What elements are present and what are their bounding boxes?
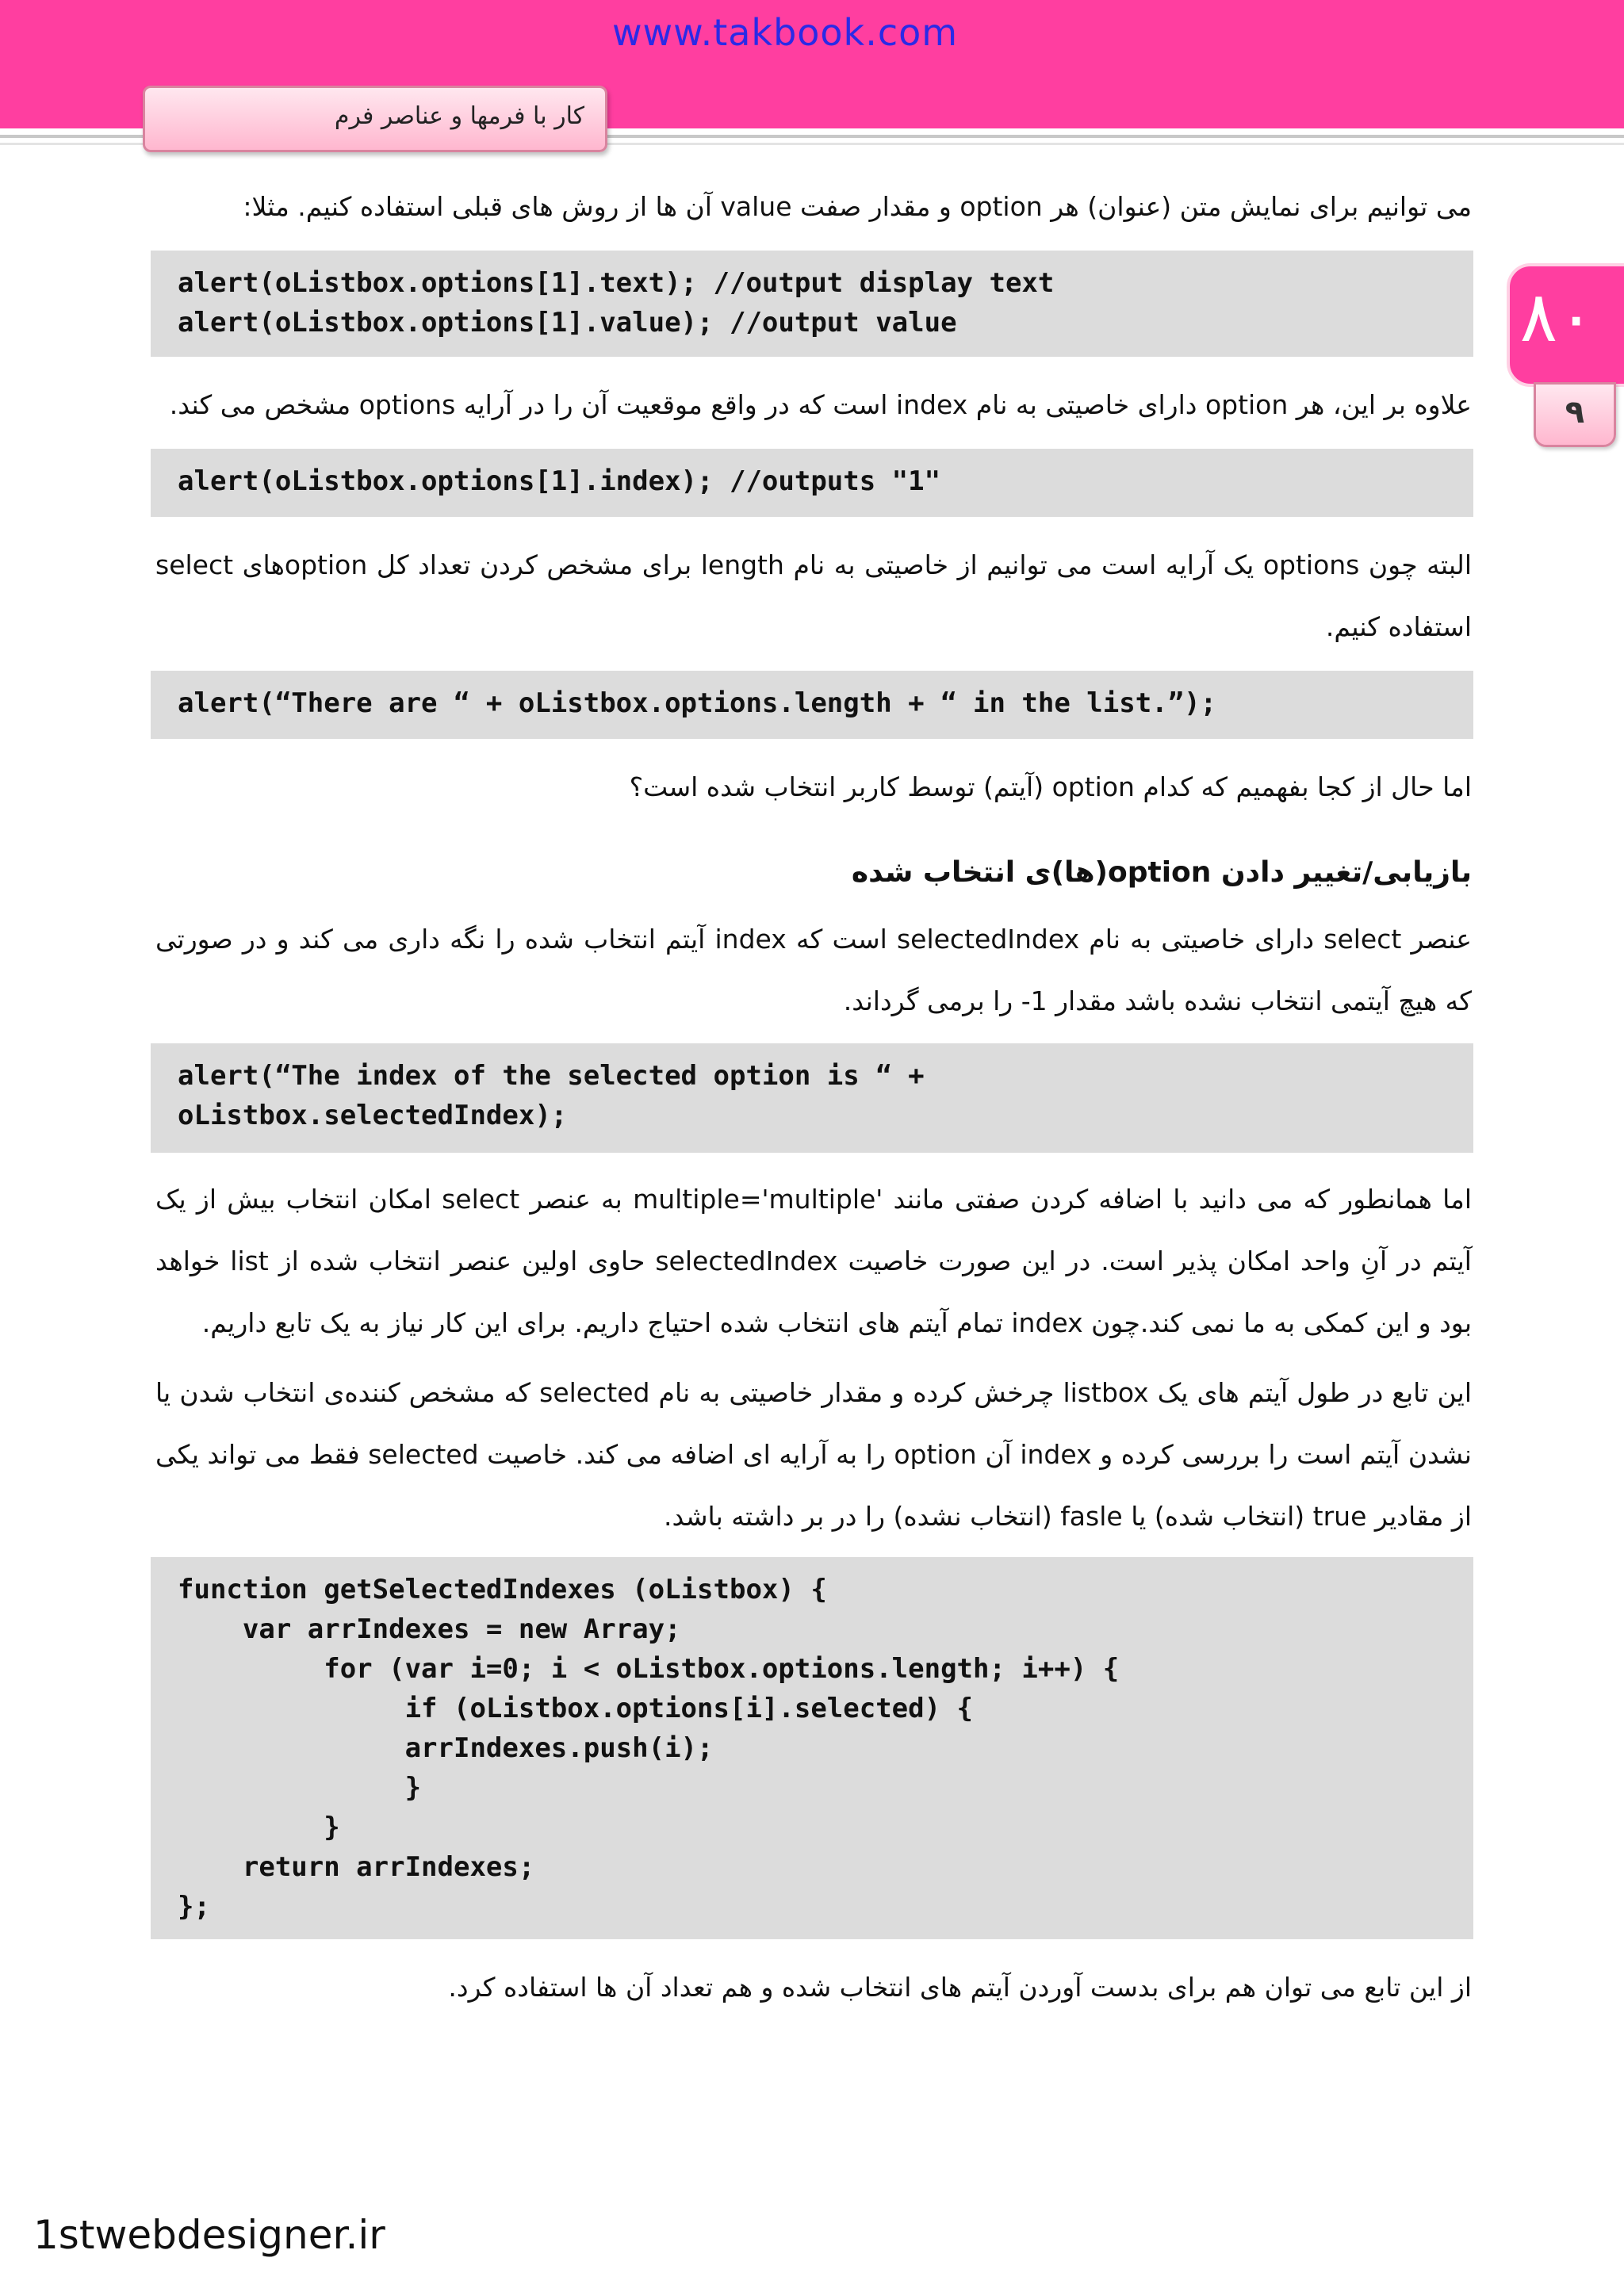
page-number: ۸۰ <box>1519 276 1595 358</box>
chapter-title: کار با فرمها و عناصر فرم <box>334 102 584 130</box>
code-block-1: alert(oListbox.options[1].text); //output display text alert(oListbox.options[1].value); //output value <box>151 251 1473 357</box>
section-heading: بازیابی/تغییر دادن option(ها)ی انتخاب شده <box>851 856 1472 889</box>
paragraph-1: می توانیم برای نمایش متن (عنوان) هر option و مقدار صفت value آن ها از روش های قبلی استفاده کنیم. مثلا: <box>243 191 1472 222</box>
paragraph-5: عنصر select دارای خاصیتی به نام selectedIndex است که index آیتم انتخاب شده را نگه داری می کند و در صورتی که هیچ آیتمی انتخاب نشده باشد مقدار 1- را برمی گرداند. <box>155 924 1472 1016</box>
site-url[interactable]: www.takbook.com <box>611 11 959 54</box>
code-block-3: alert(“There are “ + oListbox.options.length + “ in the list.”); <box>151 671 1473 739</box>
chapter-tab <box>143 86 607 152</box>
paragraph-3: البته چون options یک آرایه است می توانیم از خاصیتی به نام length برای مشخص کردن تعداد کل optionهای select استفاده کنیم. <box>155 549 1473 642</box>
code-block-2: alert(oListbox.options[1].index); //outputs "1" <box>151 449 1473 517</box>
code-block-function: function getSelectedIndexes (oListbox) { var arrIndexes = new Array; for (var i=0; i < oListbox.options.length; i++) { if (oListbox.options[i].selected) { arrIndexes.push(i); } } return arrIndexes; }; <box>151 1557 1473 1939</box>
section-number-tab <box>1534 382 1616 447</box>
paragraph-6: اما همانطور که می دانید با اضافه کردن صفتی مانند 'multiple='multiple به عنصر select امکان انتخاب بیش از یک آیتم در آنِ واحد امکان پذیر است. در این صورت خاصیت selectedIndex حاوی اولین عنصر انتخاب شده از list خواهد بود و این کمکی به ما نمی کند.چون index تمام آیتم های انتخاب شده احتیاج داریم. برای این کار نیاز به یک تابع داریم. <box>155 1184 1472 1338</box>
paragraph-2: علاوه بر این، هر option دارای خاصیتی به نام index است که در واقع موقعیت آن را در آرایه options مشخص می کند. <box>169 389 1472 420</box>
footer-brand[interactable]: 1stwebdesigner.ir <box>33 2212 385 2258</box>
page-number-tab <box>1507 263 1624 387</box>
paragraph-8: از این تابع می توان هم برای بدست آوردن آیتم های انتخاب شده و هم تعداد آن ها استفاده کرد. <box>448 1972 1472 2003</box>
code-block-4: alert(“The index of the selected option is “ + oListbox.selectedIndex); <box>151 1043 1473 1153</box>
paragraph-7: این تابع در طول آیتم های یک listbox چرخش کرده و مقدار خاصیتی به نام selected که مشخص کننده‌ی انتخاب شدن یا نشدن آیتم است را بررسی کرده و index آن option را به آرایه ای اضافه می کند. خاصیت selected فقط می تواند یکی از مقادیر true (انتخاب شده) یا fasle (انتخاب نشده) را در بر داشته باشد. <box>155 1377 1473 1532</box>
paragraph-4: اما حال از کجا بفهمیم که کدام option (آیتم) توسط کاربر انتخاب شده است؟ <box>629 771 1472 802</box>
section-number: ۹ <box>1565 394 1585 430</box>
